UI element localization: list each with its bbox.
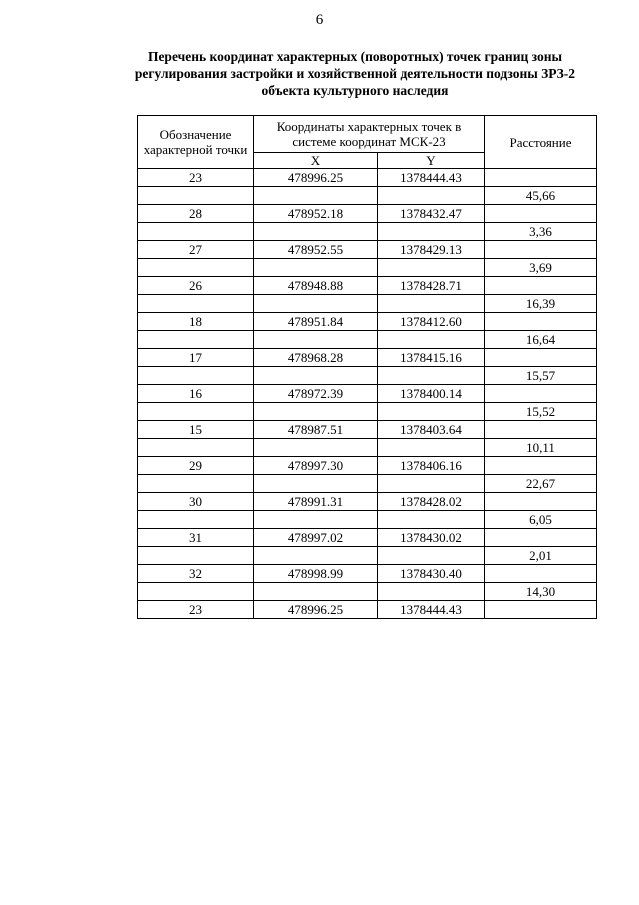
cell-distance: 3,69 bbox=[485, 259, 597, 277]
cell-empty bbox=[378, 583, 485, 601]
cell-empty bbox=[378, 187, 485, 205]
table-row-distance bbox=[138, 439, 597, 457]
table-row-distance bbox=[138, 475, 597, 493]
table-row bbox=[138, 457, 597, 475]
cell-distance: 14,30 bbox=[485, 583, 597, 601]
cell-empty bbox=[378, 547, 485, 565]
cell-point: 17 bbox=[138, 349, 254, 367]
cell-empty bbox=[138, 331, 254, 349]
cell-empty bbox=[138, 223, 254, 241]
cell-empty bbox=[378, 295, 485, 313]
cell-distance-empty bbox=[485, 529, 597, 547]
table-row-distance bbox=[138, 511, 597, 529]
table-row bbox=[138, 565, 597, 583]
cell-empty bbox=[254, 187, 378, 205]
cell-empty bbox=[254, 475, 378, 493]
cell-distance-empty bbox=[485, 457, 597, 475]
cell-x: 478991.31 bbox=[254, 493, 378, 511]
cell-point: 16 bbox=[138, 385, 254, 403]
cell-empty bbox=[254, 295, 378, 313]
cell-x: 478951.84 bbox=[254, 313, 378, 331]
cell-distance-empty bbox=[485, 169, 597, 187]
cell-empty bbox=[254, 547, 378, 565]
cell-empty bbox=[254, 583, 378, 601]
cell-empty bbox=[378, 259, 485, 277]
cell-distance-empty bbox=[485, 277, 597, 295]
cell-empty bbox=[378, 223, 485, 241]
table-row-distance bbox=[138, 583, 597, 601]
table-row-distance bbox=[138, 223, 597, 241]
cell-empty bbox=[138, 259, 254, 277]
cell-distance-empty bbox=[485, 205, 597, 223]
cell-y: 1378432.47 bbox=[378, 205, 485, 223]
cell-x: 478997.02 bbox=[254, 529, 378, 547]
cell-point: 18 bbox=[138, 313, 254, 331]
cell-x: 478996.25 bbox=[254, 169, 378, 187]
cell-y: 1378400.14 bbox=[378, 385, 485, 403]
table-row bbox=[138, 385, 597, 403]
header-point-designation: Обозначение характерной точки bbox=[138, 116, 254, 169]
cell-empty bbox=[138, 547, 254, 565]
cell-empty bbox=[254, 331, 378, 349]
table-body bbox=[138, 169, 597, 619]
cell-distance: 22,67 bbox=[485, 475, 597, 493]
cell-empty bbox=[254, 259, 378, 277]
cell-x: 478996.25 bbox=[254, 601, 378, 619]
table-row bbox=[138, 529, 597, 547]
cell-y: 1378412.60 bbox=[378, 313, 485, 331]
cell-x: 478972.39 bbox=[254, 385, 378, 403]
cell-empty bbox=[254, 439, 378, 457]
cell-empty bbox=[138, 439, 254, 457]
cell-distance: 45,66 bbox=[485, 187, 597, 205]
cell-distance: 6,05 bbox=[485, 511, 597, 529]
table-row bbox=[138, 169, 597, 187]
cell-empty bbox=[254, 403, 378, 421]
cell-x: 478952.18 bbox=[254, 205, 378, 223]
cell-empty bbox=[254, 511, 378, 529]
cell-distance-empty bbox=[485, 565, 597, 583]
cell-point: 32 bbox=[138, 565, 254, 583]
table-row bbox=[138, 601, 597, 619]
table-row bbox=[138, 205, 597, 223]
cell-distance: 16,64 bbox=[485, 331, 597, 349]
cell-distance: 16,39 bbox=[485, 295, 597, 313]
cell-y: 1378444.43 bbox=[378, 169, 485, 187]
cell-y: 1378428.71 bbox=[378, 277, 485, 295]
cell-distance: 15,52 bbox=[485, 403, 597, 421]
table-row bbox=[138, 349, 597, 367]
page-number: 6 bbox=[315, 12, 324, 28]
header-y: Y bbox=[378, 153, 485, 169]
cell-point: 30 bbox=[138, 493, 254, 511]
cell-point: 29 bbox=[138, 457, 254, 475]
cell-point: 27 bbox=[138, 241, 254, 259]
cell-point: 26 bbox=[138, 277, 254, 295]
header-x: X bbox=[254, 153, 378, 169]
cell-point: 23 bbox=[138, 601, 254, 619]
table-row-distance bbox=[138, 295, 597, 313]
title-line-1: Перечень координат характерных (поворотных) точек границ зоны bbox=[147, 49, 563, 64]
cell-empty bbox=[138, 295, 254, 313]
header-coordinates: Координаты характерных точек в системе координат МСК-23 bbox=[254, 116, 485, 153]
cell-empty bbox=[378, 475, 485, 493]
cell-point: 31 bbox=[138, 529, 254, 547]
cell-x: 478968.28 bbox=[254, 349, 378, 367]
cell-y: 1378444.43 bbox=[378, 601, 485, 619]
cell-empty bbox=[378, 331, 485, 349]
cell-y: 1378429.13 bbox=[378, 241, 485, 259]
header-distance: Расстояние bbox=[485, 116, 597, 169]
coordinates-table bbox=[137, 115, 597, 619]
table-row bbox=[138, 277, 597, 295]
cell-distance-empty bbox=[485, 421, 597, 439]
table-row-distance bbox=[138, 259, 597, 277]
cell-y: 1378406.16 bbox=[378, 457, 485, 475]
table-row-distance bbox=[138, 187, 597, 205]
cell-y: 1378403.64 bbox=[378, 421, 485, 439]
cell-distance-empty bbox=[485, 493, 597, 511]
cell-distance: 3,36 bbox=[485, 223, 597, 241]
cell-empty bbox=[254, 223, 378, 241]
cell-distance-empty bbox=[485, 385, 597, 403]
cell-empty bbox=[138, 511, 254, 529]
title-line-3: объекта культурного наследия bbox=[261, 83, 449, 98]
cell-x: 478998.99 bbox=[254, 565, 378, 583]
table-row bbox=[138, 313, 597, 331]
cell-empty bbox=[378, 511, 485, 529]
table-row bbox=[138, 241, 597, 259]
cell-distance-empty bbox=[485, 349, 597, 367]
cell-distance-empty bbox=[485, 241, 597, 259]
cell-distance-empty bbox=[485, 601, 597, 619]
cell-y: 1378415.16 bbox=[378, 349, 485, 367]
cell-y: 1378430.40 bbox=[378, 565, 485, 583]
table-row-distance bbox=[138, 547, 597, 565]
title-line-2: регулирования застройки и хозяйственной деятельности подзоны ЗРЗ-2 bbox=[134, 66, 576, 81]
cell-distance-empty bbox=[485, 313, 597, 331]
cell-distance: 10,11 bbox=[485, 439, 597, 457]
cell-empty bbox=[254, 367, 378, 385]
cell-point: 23 bbox=[138, 169, 254, 187]
cell-x: 478948.88 bbox=[254, 277, 378, 295]
cell-y: 1378430.02 bbox=[378, 529, 485, 547]
document-title bbox=[90, 48, 620, 99]
cell-y: 1378428.02 bbox=[378, 493, 485, 511]
cell-x: 478952.55 bbox=[254, 241, 378, 259]
cell-empty bbox=[138, 475, 254, 493]
cell-empty bbox=[138, 583, 254, 601]
cell-x: 478997.30 bbox=[254, 457, 378, 475]
cell-empty bbox=[378, 367, 485, 385]
table-row-distance bbox=[138, 331, 597, 349]
cell-point: 28 bbox=[138, 205, 254, 223]
cell-empty bbox=[138, 403, 254, 421]
table-row bbox=[138, 493, 597, 511]
cell-distance: 15,57 bbox=[485, 367, 597, 385]
cell-distance: 2,01 bbox=[485, 547, 597, 565]
table-row bbox=[138, 421, 597, 439]
cell-point: 15 bbox=[138, 421, 254, 439]
cell-empty bbox=[138, 187, 254, 205]
cell-empty bbox=[138, 367, 254, 385]
table-row-distance bbox=[138, 403, 597, 421]
cell-empty bbox=[378, 439, 485, 457]
table-row-distance bbox=[138, 367, 597, 385]
cell-x: 478987.51 bbox=[254, 421, 378, 439]
cell-empty bbox=[378, 403, 485, 421]
